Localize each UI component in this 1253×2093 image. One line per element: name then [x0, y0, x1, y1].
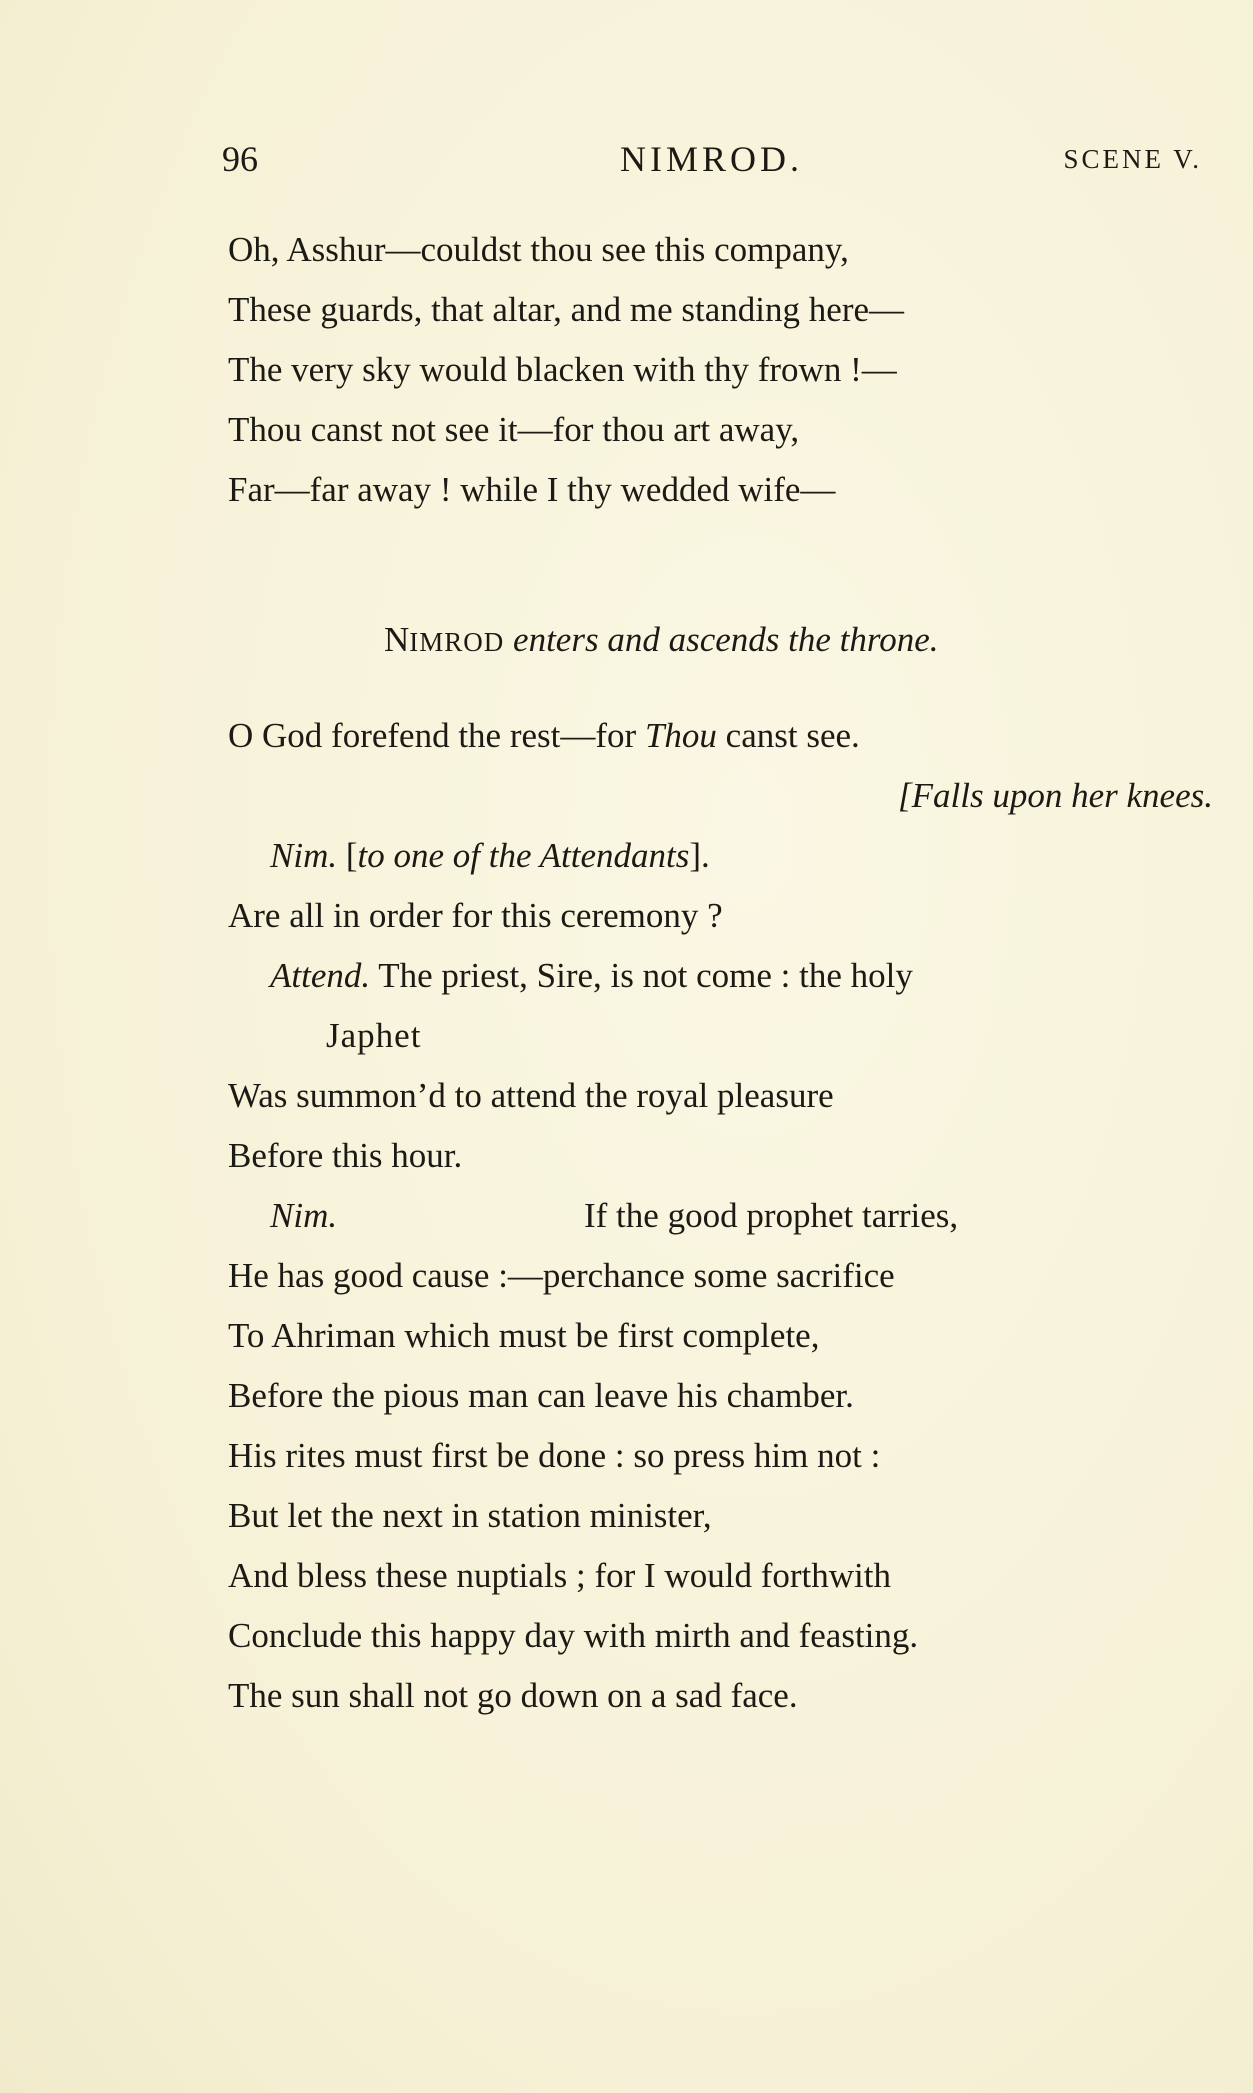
- character-name: N: [384, 620, 410, 659]
- verse-line: Was summon’d to attend the royal pleasure: [228, 1076, 834, 1115]
- stage-action: enters and ascends the throne.: [513, 620, 939, 659]
- verse-line: The very sky would blacken with thy frown !—: [228, 350, 897, 389]
- running-title: NIMROD.: [620, 139, 804, 179]
- line-segment: canst see.: [716, 716, 860, 755]
- verse-line: The sun shall not go down on a sad face.: [228, 1676, 798, 1715]
- page-header: [222, 138, 1202, 188]
- emphasis: Thou: [644, 716, 717, 755]
- verse-line: He has good cause :—perchance some sacrifice: [228, 1256, 895, 1295]
- speech-line: [270, 958, 913, 993]
- stage-direction: to one of the Attendants: [357, 836, 690, 875]
- verse-line: Before this hour.: [228, 1136, 463, 1175]
- line-segment: O God forefend the rest—for: [228, 716, 645, 755]
- verse-line: Conclude this happy day with mirth and feasting.: [228, 1616, 919, 1655]
- verse-line: Before the pious man can leave his chamber.: [228, 1376, 854, 1415]
- verse-line: Oh, Asshur—couldst thou see this company,: [228, 230, 849, 269]
- speaker-name: Nim.: [270, 1196, 338, 1235]
- page-number: 96: [222, 139, 258, 179]
- verse-line: These guards, that altar, and me standing here—: [228, 290, 905, 329]
- scene-label: SCENE V.: [1063, 144, 1202, 174]
- speech-text: If the good prophet tarries,: [584, 1196, 959, 1235]
- character-name-rest: IMROD: [409, 627, 505, 657]
- bracket: [: [337, 836, 358, 875]
- verse-line: But let the next in station minister,: [228, 1496, 712, 1535]
- verse-line: Far—far away ! while I thy wedded wife—: [228, 470, 836, 509]
- verse-line: To Ahriman which must be first complete,: [228, 1316, 820, 1355]
- verse-line: [228, 718, 860, 753]
- verse-line: Are all in order for this ceremony ?: [228, 896, 723, 935]
- speaker-name: Attend.: [270, 956, 371, 995]
- stage-direction-enter: [384, 622, 938, 657]
- speaker-name: Nim.: [270, 836, 338, 875]
- bracket: ].: [689, 836, 710, 875]
- speech-heading: [270, 838, 710, 873]
- stage-direction-kneel: [Falls upon her knees.: [898, 776, 1213, 815]
- verse-line-continuation: Japhet: [326, 1016, 422, 1055]
- verse-line: And bless these nuptials ; for I would forthwith: [228, 1556, 891, 1595]
- speech-text: The priest, Sire, is not come : the holy: [370, 956, 913, 995]
- verse-line: His rites must first be done : so press him not :: [228, 1436, 881, 1475]
- verse-line: Thou canst not see it—for thou art away,: [228, 410, 800, 449]
